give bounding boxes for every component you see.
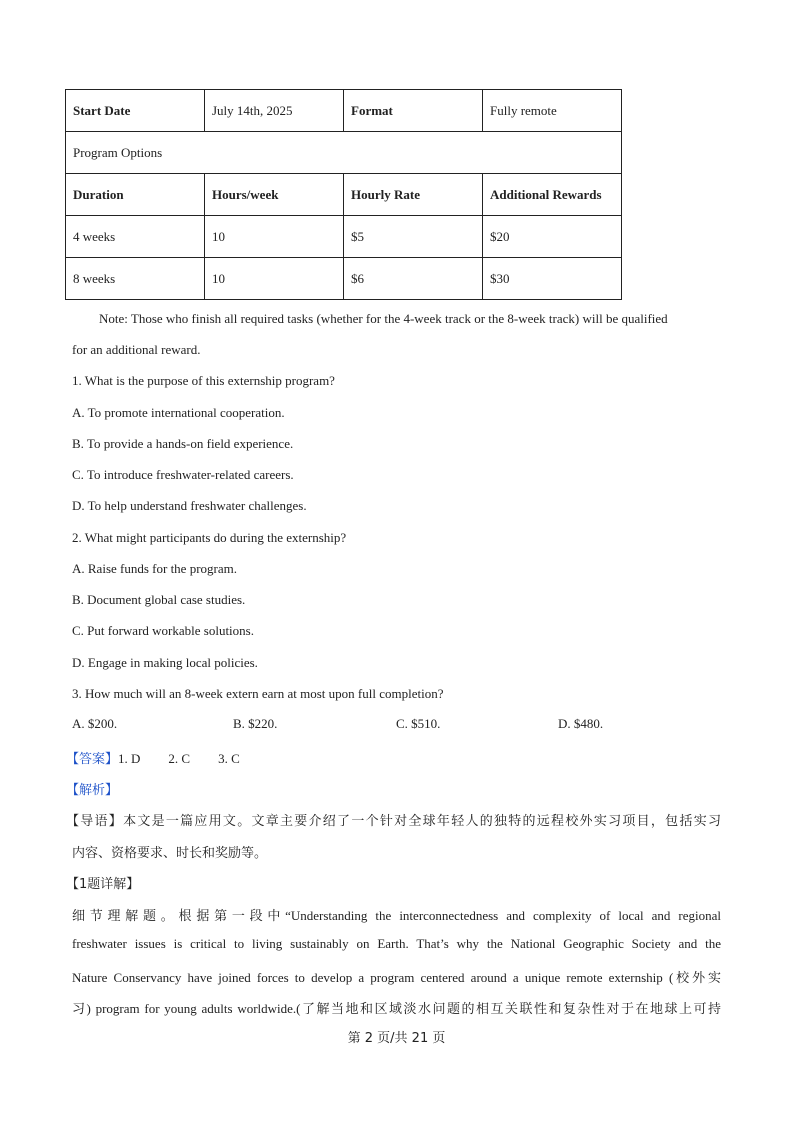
answer-label: 【答案】 [66,752,119,767]
header-rewards: Additional Rewards [483,174,622,216]
answer-2: 2. C [168,751,191,766]
table-cell: 8 weeks [66,258,205,300]
q1-detail-line-1: 细节理解题。根据第一段中“Understanding the interconnectedness and complexity of local and regional [72,908,721,923]
table-cell: 10 [205,216,344,258]
question-1-option-c: C. To introduce freshwater-related careers. [72,467,294,482]
question-3-option-c: C. $510. [396,716,441,731]
table-row [66,258,622,300]
note-line-2: for an additional reward. [72,342,201,357]
analysis-label: 【解析】 [66,783,119,798]
question-2-option-c: C. Put forward workable solutions. [72,623,254,638]
question-3-stem: 3. How much will an 8-week extern earn at most upon full completion? [72,686,444,701]
program-table [65,89,622,300]
question-2-stem: 2. What might participants do during the externship? [72,530,347,545]
header-rate: Hourly Rate [344,174,483,216]
question-1-stem: 1. What is the purpose of this externship program? [72,373,335,388]
format-value: Fully remote [483,90,622,132]
table-cell: $6 [344,258,483,300]
program-options-label: Program Options [66,132,622,174]
header-duration: Duration [66,174,205,216]
table-header-row [66,174,622,216]
question-3-option-b: B. $220. [233,716,278,731]
question-1-option-b: B. To provide a hands-on field experience. [72,436,294,451]
question-3-option-d: D. $480. [558,716,604,731]
q1-detail-line-4: 习) program for young adults worldwide.(了解当地和区域淡水问题的相互关联性和复杂性对于在地球上可持 [72,1001,721,1016]
note-line-1: Note: Those who finish all required tasks (whether for the 4-week track or the 8-week track) will be qualified [99,311,668,326]
answer-1: 1. D [118,751,141,766]
table-row [66,216,622,258]
question-1-option-d: D. To help understand freshwater challenges. [72,498,307,513]
table-row-start [66,90,622,132]
table-cell: $20 [483,216,622,258]
q1-detail-label: 【1题详解】 [66,877,140,892]
start-date-value: July 14th, 2025 [205,90,344,132]
guide-line-2: 内容、资格要求、时长和奖励等。 [72,846,268,861]
question-2-option-a: A. Raise funds for the program. [72,561,237,576]
q1-detail-line-2: freshwater issues is critical to living sustainably on Earth. That’s why the National Geographic Society and the [72,936,721,951]
table-cell: $30 [483,258,622,300]
table-cell: $5 [344,216,483,258]
answer-3: 3. C [218,751,240,766]
format-label: Format [344,90,483,132]
question-3-option-a: A. $200. [72,716,118,731]
question-2-option-b: B. Document global case studies. [72,592,246,607]
table-cell: 10 [205,258,344,300]
page-footer: 第 2 页/共 21 页 [347,1031,446,1046]
question-1-option-a: A. To promote international cooperation. [72,405,285,420]
answer-line [66,748,240,767]
question-2-option-d: D. Engage in making local policies. [72,655,258,670]
guide-line-1: 【导语】本文是一篇应用文。文章主要介绍了一个针对全球年轻人的独特的远程校外实习项目，包括实习 [66,814,721,829]
q1-detail-line-3: Nature Conservancy have joined forces to develop a program centered around a unique remote externship (校外实 [72,970,721,985]
table-row-options [66,132,622,174]
start-date-label: Start Date [66,90,205,132]
table-cell: 4 weeks [66,216,205,258]
header-hours: Hours/week [205,174,344,216]
